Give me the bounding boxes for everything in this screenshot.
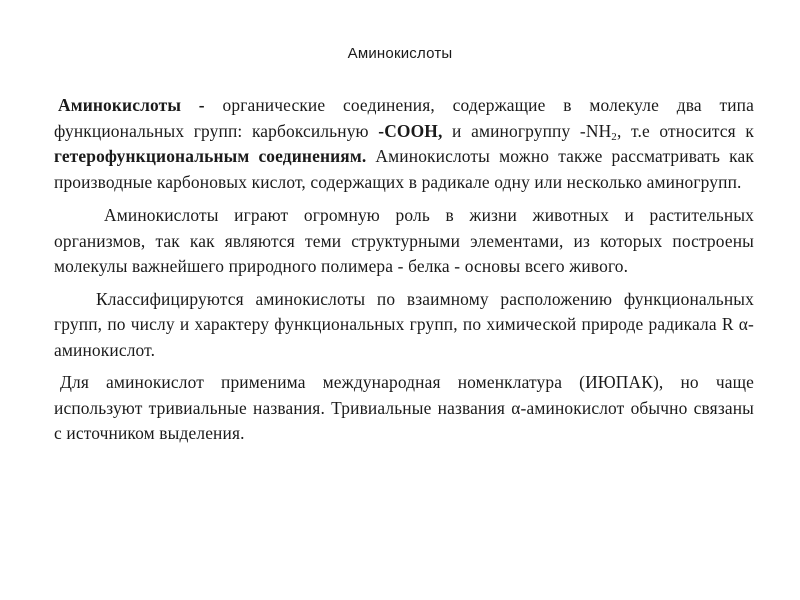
paragraph-role: Аминокислоты играют огромную роль в жизни животных и растительных организмов, так как являются теми структурными элементами, из которых построены молекулы важнейшего природного полимера - белка - основы всего живого. (54, 205, 754, 276)
heterofunctional-term: гетерофункциональным соединениям. (54, 146, 367, 166)
slide-body (54, 93, 754, 447)
definition-text-4: Аминокислоты можно также рассматривать как производные карбоновых кислот, содержащих в радикале одну или несколько аминогрупп. (54, 146, 754, 192)
slide-title: Аминокислоты (347, 45, 453, 62)
paragraph-classification: Классифицируются аминокислоты по взаимному расположению функциональных групп, по числу и характеру функциональных групп, по химической природе радикала R α-аминокислот. (54, 288, 754, 360)
definition-text-3: , т.е относится к (616, 120, 754, 141)
carboxyl-group: -COOH, (378, 120, 443, 141)
paragraph-nomenclature: Для аминокислот применима международная номенклатура (ИЮПАК), но чаще используют тривиальные названия. Тривиальные названия α-аминокислот обычно связаны с источником выделения. (54, 372, 754, 443)
definition-text-2: и аминогруппу -NH (442, 120, 612, 141)
term-aminoacids: Аминокислоты - (58, 95, 205, 115)
definition-text-1: органические соединения, содержащие в молекуле два типа функциональных групп: карбоксильную (54, 95, 754, 141)
paragraph-definition (54, 93, 754, 195)
subscript-2: 2 (611, 130, 617, 143)
